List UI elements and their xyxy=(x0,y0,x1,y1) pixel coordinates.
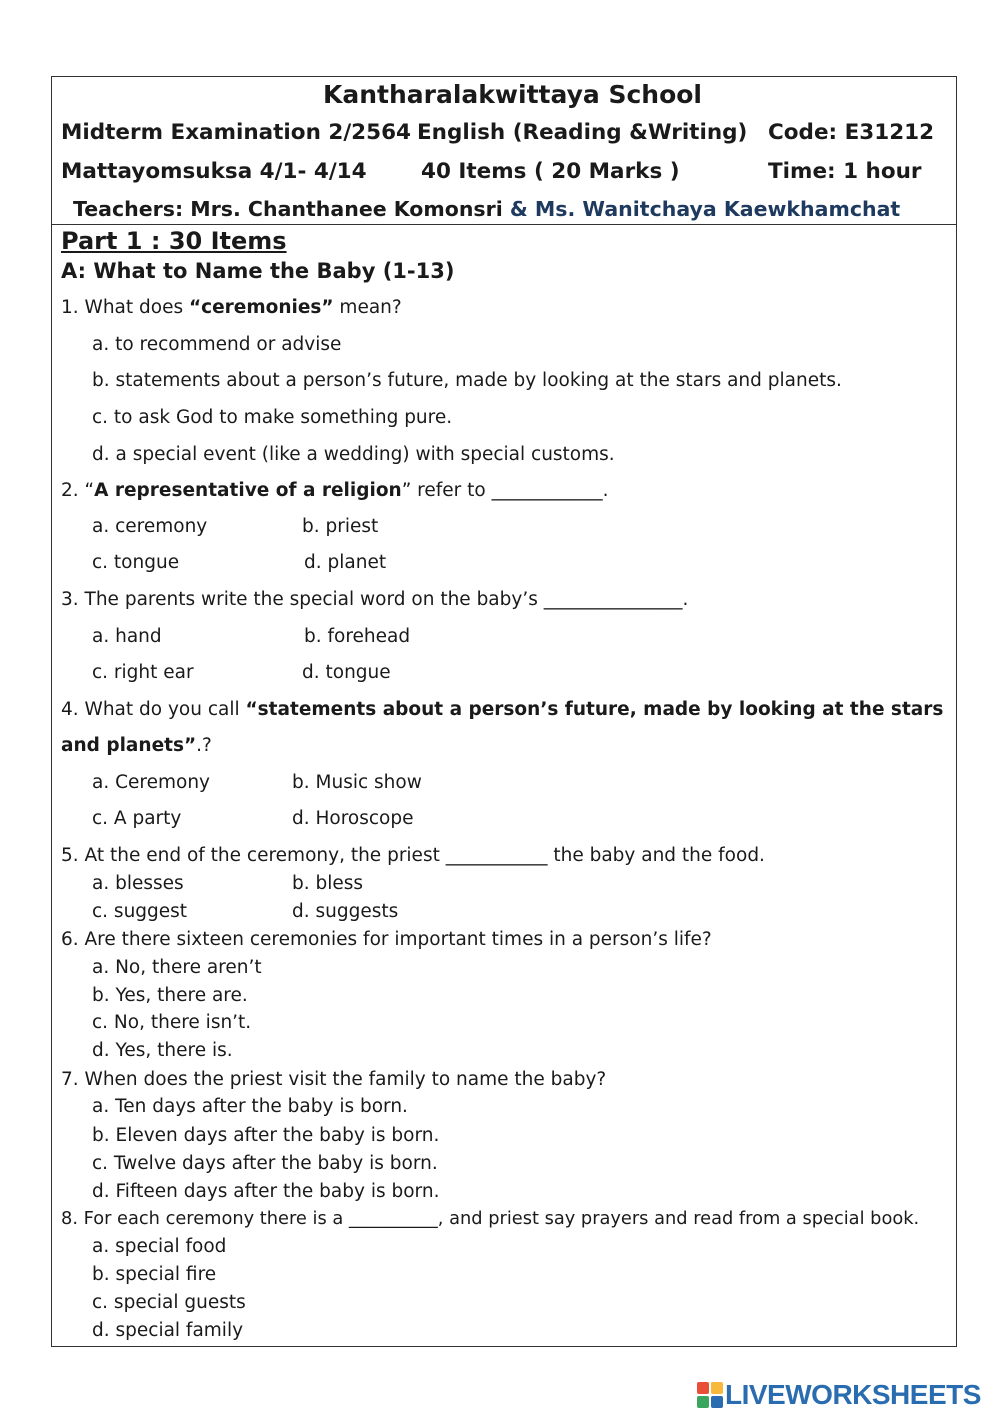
q2-option-c[interactable]: c. tongue xyxy=(92,552,180,573)
q1-option-c[interactable]: c. to ask God to make something pure. xyxy=(92,407,453,428)
q1-option-a[interactable]: a. to recommend or advise xyxy=(92,334,342,355)
logo-square-4 xyxy=(711,1396,723,1408)
q1-option-d[interactable]: d. a special event (like a wedding) with special customs. xyxy=(92,444,615,465)
q3-option-c[interactable]: c. right ear xyxy=(92,662,194,683)
q5-option-a[interactable]: a. blesses xyxy=(92,873,184,894)
q3-option-b[interactable]: b. forehead xyxy=(304,626,411,647)
question-4-cont xyxy=(61,735,212,756)
q3-option-d[interactable]: d. tongue xyxy=(302,662,391,683)
question-text: 4. What do you call xyxy=(61,699,246,720)
question-1 xyxy=(61,297,402,318)
part-title: Part 1 : 30 Items xyxy=(61,227,287,255)
logo-text: LIVEWORKSHEETS xyxy=(725,1379,981,1410)
question-text: ” refer to ____________. xyxy=(401,480,609,501)
q7-option-d[interactable]: d. Fifteen days after the baby is born. xyxy=(92,1181,440,1202)
q7-option-a[interactable]: a. Ten days after the baby is born. xyxy=(92,1096,408,1117)
question-6: 6. Are there sixteen ceremonies for important times in a person’s life? xyxy=(61,929,712,950)
question-keyword: A representative of a religion xyxy=(94,480,402,501)
q4-option-c[interactable]: c. A party xyxy=(92,808,182,829)
school-name: Kantharalakwittaya School xyxy=(323,80,703,109)
q4-option-d[interactable]: d. Horoscope xyxy=(292,808,414,829)
q6-option-b[interactable]: b. Yes, there are. xyxy=(92,985,248,1006)
q1-option-b[interactable]: b. statements about a person’s future, made by looking at the stars and planets. xyxy=(92,370,842,391)
question-text: 1. What does xyxy=(61,297,189,318)
q2-option-d[interactable]: d. planet xyxy=(304,552,387,573)
logo-square-3 xyxy=(697,1396,709,1408)
question-text: .? xyxy=(196,735,212,756)
question-8: 8. For each ceremony there is a __________, and priest say prayers and read from a special book. xyxy=(61,1208,920,1229)
question-text: 2. “ xyxy=(61,480,95,501)
question-keyword: “ceremonies” xyxy=(188,297,334,318)
q5-option-b[interactable]: b. bless xyxy=(292,873,364,894)
question-2 xyxy=(61,480,608,501)
question-4 xyxy=(61,699,943,720)
q5-option-c[interactable]: c. suggest xyxy=(92,901,188,922)
q6-option-a[interactable]: a. No, there aren’t xyxy=(92,957,262,978)
question-keyword: and planets” xyxy=(61,735,197,756)
section-title: A: What to Name the Baby (1-13) xyxy=(61,259,455,283)
teachers xyxy=(73,197,900,221)
logo-square-2 xyxy=(711,1382,723,1394)
q2-option-a[interactable]: a. ceremony xyxy=(92,516,208,537)
question-3: 3. The parents write the special word on the baby’s _______________. xyxy=(61,589,689,610)
q8-option-d[interactable]: d. special family xyxy=(92,1320,244,1341)
question-text: mean? xyxy=(333,297,402,318)
question-5: 5. At the end of the ceremony, the priest ___________ the baby and the food. xyxy=(61,845,765,866)
header-divider xyxy=(52,224,956,225)
class-level: Mattayomsuksa 4/1- 4/14 xyxy=(61,159,367,184)
q3-option-a[interactable]: a. hand xyxy=(92,626,162,647)
item-count: 40 Items ( 20 Marks ) xyxy=(421,159,680,184)
q8-option-c[interactable]: c. special guests xyxy=(92,1292,246,1313)
exam-time: Time: 1 hour xyxy=(768,159,922,184)
question-7: 7. When does the priest visit the family to name the baby? xyxy=(61,1069,607,1090)
q8-option-a[interactable]: a. special food xyxy=(92,1236,227,1257)
q6-option-c[interactable]: c. No, there isn’t. xyxy=(92,1012,252,1033)
q4-option-b[interactable]: b. Music show xyxy=(292,772,422,793)
q7-option-c[interactable]: c. Twelve days after the baby is born. xyxy=(92,1153,438,1174)
logo-square-1 xyxy=(697,1382,709,1394)
liveworksheets-logo xyxy=(697,1379,981,1411)
q8-option-b[interactable]: b. special fire xyxy=(92,1264,217,1285)
exam-title: Midterm Examination 2/2564 xyxy=(61,120,412,145)
teachers-primary: Teachers: Mrs. Chanthanee Komonsri xyxy=(73,197,503,221)
exam-code: Code: E31212 xyxy=(768,120,935,145)
logo-icon xyxy=(697,1382,723,1408)
question-keyword: “statements about a person’s future, made by looking at the stars xyxy=(245,699,944,720)
teachers-secondary: & Ms. Wanitchaya Kaewkhamchat xyxy=(509,197,901,221)
q6-option-d[interactable]: d. Yes, there is. xyxy=(92,1040,233,1061)
q2-option-b[interactable]: b. priest xyxy=(302,516,379,537)
q4-option-a[interactable]: a. Ceremony xyxy=(92,772,210,793)
q5-option-d[interactable]: d. suggests xyxy=(292,901,399,922)
q7-option-b[interactable]: b. Eleven days after the baby is born. xyxy=(92,1125,440,1146)
exam-subject: English (Reading &Writing) xyxy=(417,120,748,145)
